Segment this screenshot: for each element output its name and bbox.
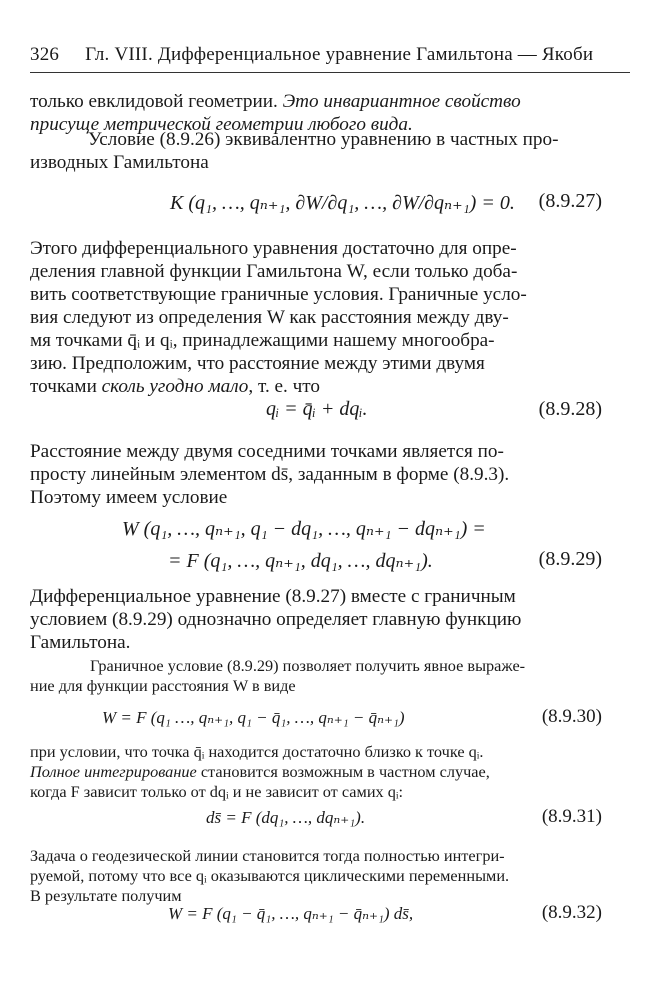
equation-number: (8.9.32) <box>541 902 602 923</box>
paragraph-line: Гамильтона. <box>30 632 131 653</box>
equation-number: (8.9.30) <box>541 706 602 727</box>
paragraph-line: руемой, потому что все qᵢ оказываются циклическими переменными. <box>30 866 510 885</box>
paragraph-4 <box>30 440 630 509</box>
paragraph-6 <box>30 656 630 696</box>
equation-formula: W = F (q₁ − q̄₁, …, qₙ₊₁ − q̄ₙ₊₁) ds̄, <box>168 904 414 923</box>
equation-formula: qᵢ = q̄ᵢ + dqᵢ. <box>266 398 368 420</box>
paragraph-3 <box>30 237 630 398</box>
equation-formula: ds̄ = F (dq₁, …, dqₙ₊₁). <box>206 808 366 827</box>
paragraph-line: просту линейным элементом ds̄, заданным в форме (8.9.3). <box>30 464 510 485</box>
equation-8-9-30 <box>30 704 630 738</box>
italic-text: сколь угодно мало <box>101 376 249 397</box>
paragraph-line: точками сколь угодно мало, т. е. что <box>30 376 321 397</box>
equation-number: (8.9.31) <box>541 806 602 827</box>
equation-formula: K (q₁, …, qₙ₊₁, ∂W/∂q₁, …, ∂W/∂qₙ₊₁) = 0. <box>170 192 515 214</box>
paragraph-line: только евклидовой геометрии. Это инвариантное свойство <box>30 91 521 112</box>
paragraph-line: мя точками q̄ᵢ и qᵢ, принадлежащими нашему многообра- <box>30 330 495 351</box>
paragraph-line: ние для функции расстояния W в виде <box>30 676 296 695</box>
equation-8-9-31 <box>30 804 630 838</box>
equation-number: (8.9.29) <box>538 548 602 570</box>
equation-number: (8.9.27) <box>538 190 602 212</box>
page-header <box>30 44 630 73</box>
paragraph-line: деления главной функции Гамильтона W, если только доба- <box>30 261 518 282</box>
page-number: 326 <box>30 44 60 65</box>
paragraph-line: при условии, что точка q̄ᵢ находится достаточно близко к точке qᵢ. <box>30 742 484 761</box>
paragraph-line: Условие (8.9.26) эквивалентно уравнению в частных про- <box>88 129 559 150</box>
paragraph-line: изводных Гамильтона <box>30 152 209 173</box>
paragraph-2 <box>30 128 630 174</box>
paragraph-line: В результате получим <box>30 886 182 905</box>
paragraph-line: присуще метрической геометрии любого вида. <box>30 114 413 135</box>
paragraph-line: вия следуют из определения W как расстояния между дву- <box>30 307 509 328</box>
equation-8-9-27 <box>30 186 630 220</box>
paragraph-line: Граничное условие (8.9.29) позволяет получить явное выраже- <box>90 656 526 675</box>
paragraph-line: когда F зависит только от dqᵢ и не зависит от самих qᵢ: <box>30 782 404 801</box>
equation-8-9-32 <box>30 900 630 934</box>
equation-line: W (q₁, …, qₙ₊₁, q₁ − dq₁, …, qₙ₊₁ − dqₙ₊₁) = <box>122 518 486 540</box>
paragraph-5 <box>30 585 630 654</box>
equation-8-9-28 <box>30 396 630 430</box>
paragraph-line: Поэтому имеем условие <box>30 487 228 508</box>
paragraph-7 <box>30 742 630 802</box>
paragraph-line: Этого дифференциального уравнения достаточно для опре- <box>30 238 517 259</box>
running-head: Гл. VIII. Дифференциальное уравнение Гамильтона — Якоби <box>85 44 594 65</box>
italic-text: Полное интегрирование <box>30 762 197 781</box>
paragraph-line: условием (8.9.29) однозначно определяет главную функцию <box>30 609 522 630</box>
paragraph-line: зию. Предположим, что расстояние между этими двумя <box>30 353 485 374</box>
paragraph-8 <box>30 846 630 906</box>
paragraph-line: Расстояние между двумя соседними точками является по- <box>30 441 504 462</box>
equation-line: = F (q₁, …, qₙ₊₁, dq₁, …, dqₙ₊₁). <box>168 550 433 572</box>
paragraph-line: Полное интегрирование становится возможным в частном случае, <box>30 762 490 781</box>
paragraph-line: Дифференциальное уравнение (8.9.27) вместе с граничным <box>30 586 516 607</box>
italic-text: Это инвариантное свойство <box>282 91 521 112</box>
equation-8-9-29 <box>30 516 630 576</box>
equation-formula: W = F (q₁ …, qₙ₊₁, q₁ − q̄₁, …, qₙ₊₁ − q̄ₙ₊₁) <box>102 708 405 727</box>
paragraph-line: вить соответствующие граничные условия. Граничные усло- <box>30 284 527 305</box>
equation-number: (8.9.28) <box>538 398 602 420</box>
paragraph-line: Задача о геодезической линии становится тогда полностью интегри- <box>30 846 505 865</box>
